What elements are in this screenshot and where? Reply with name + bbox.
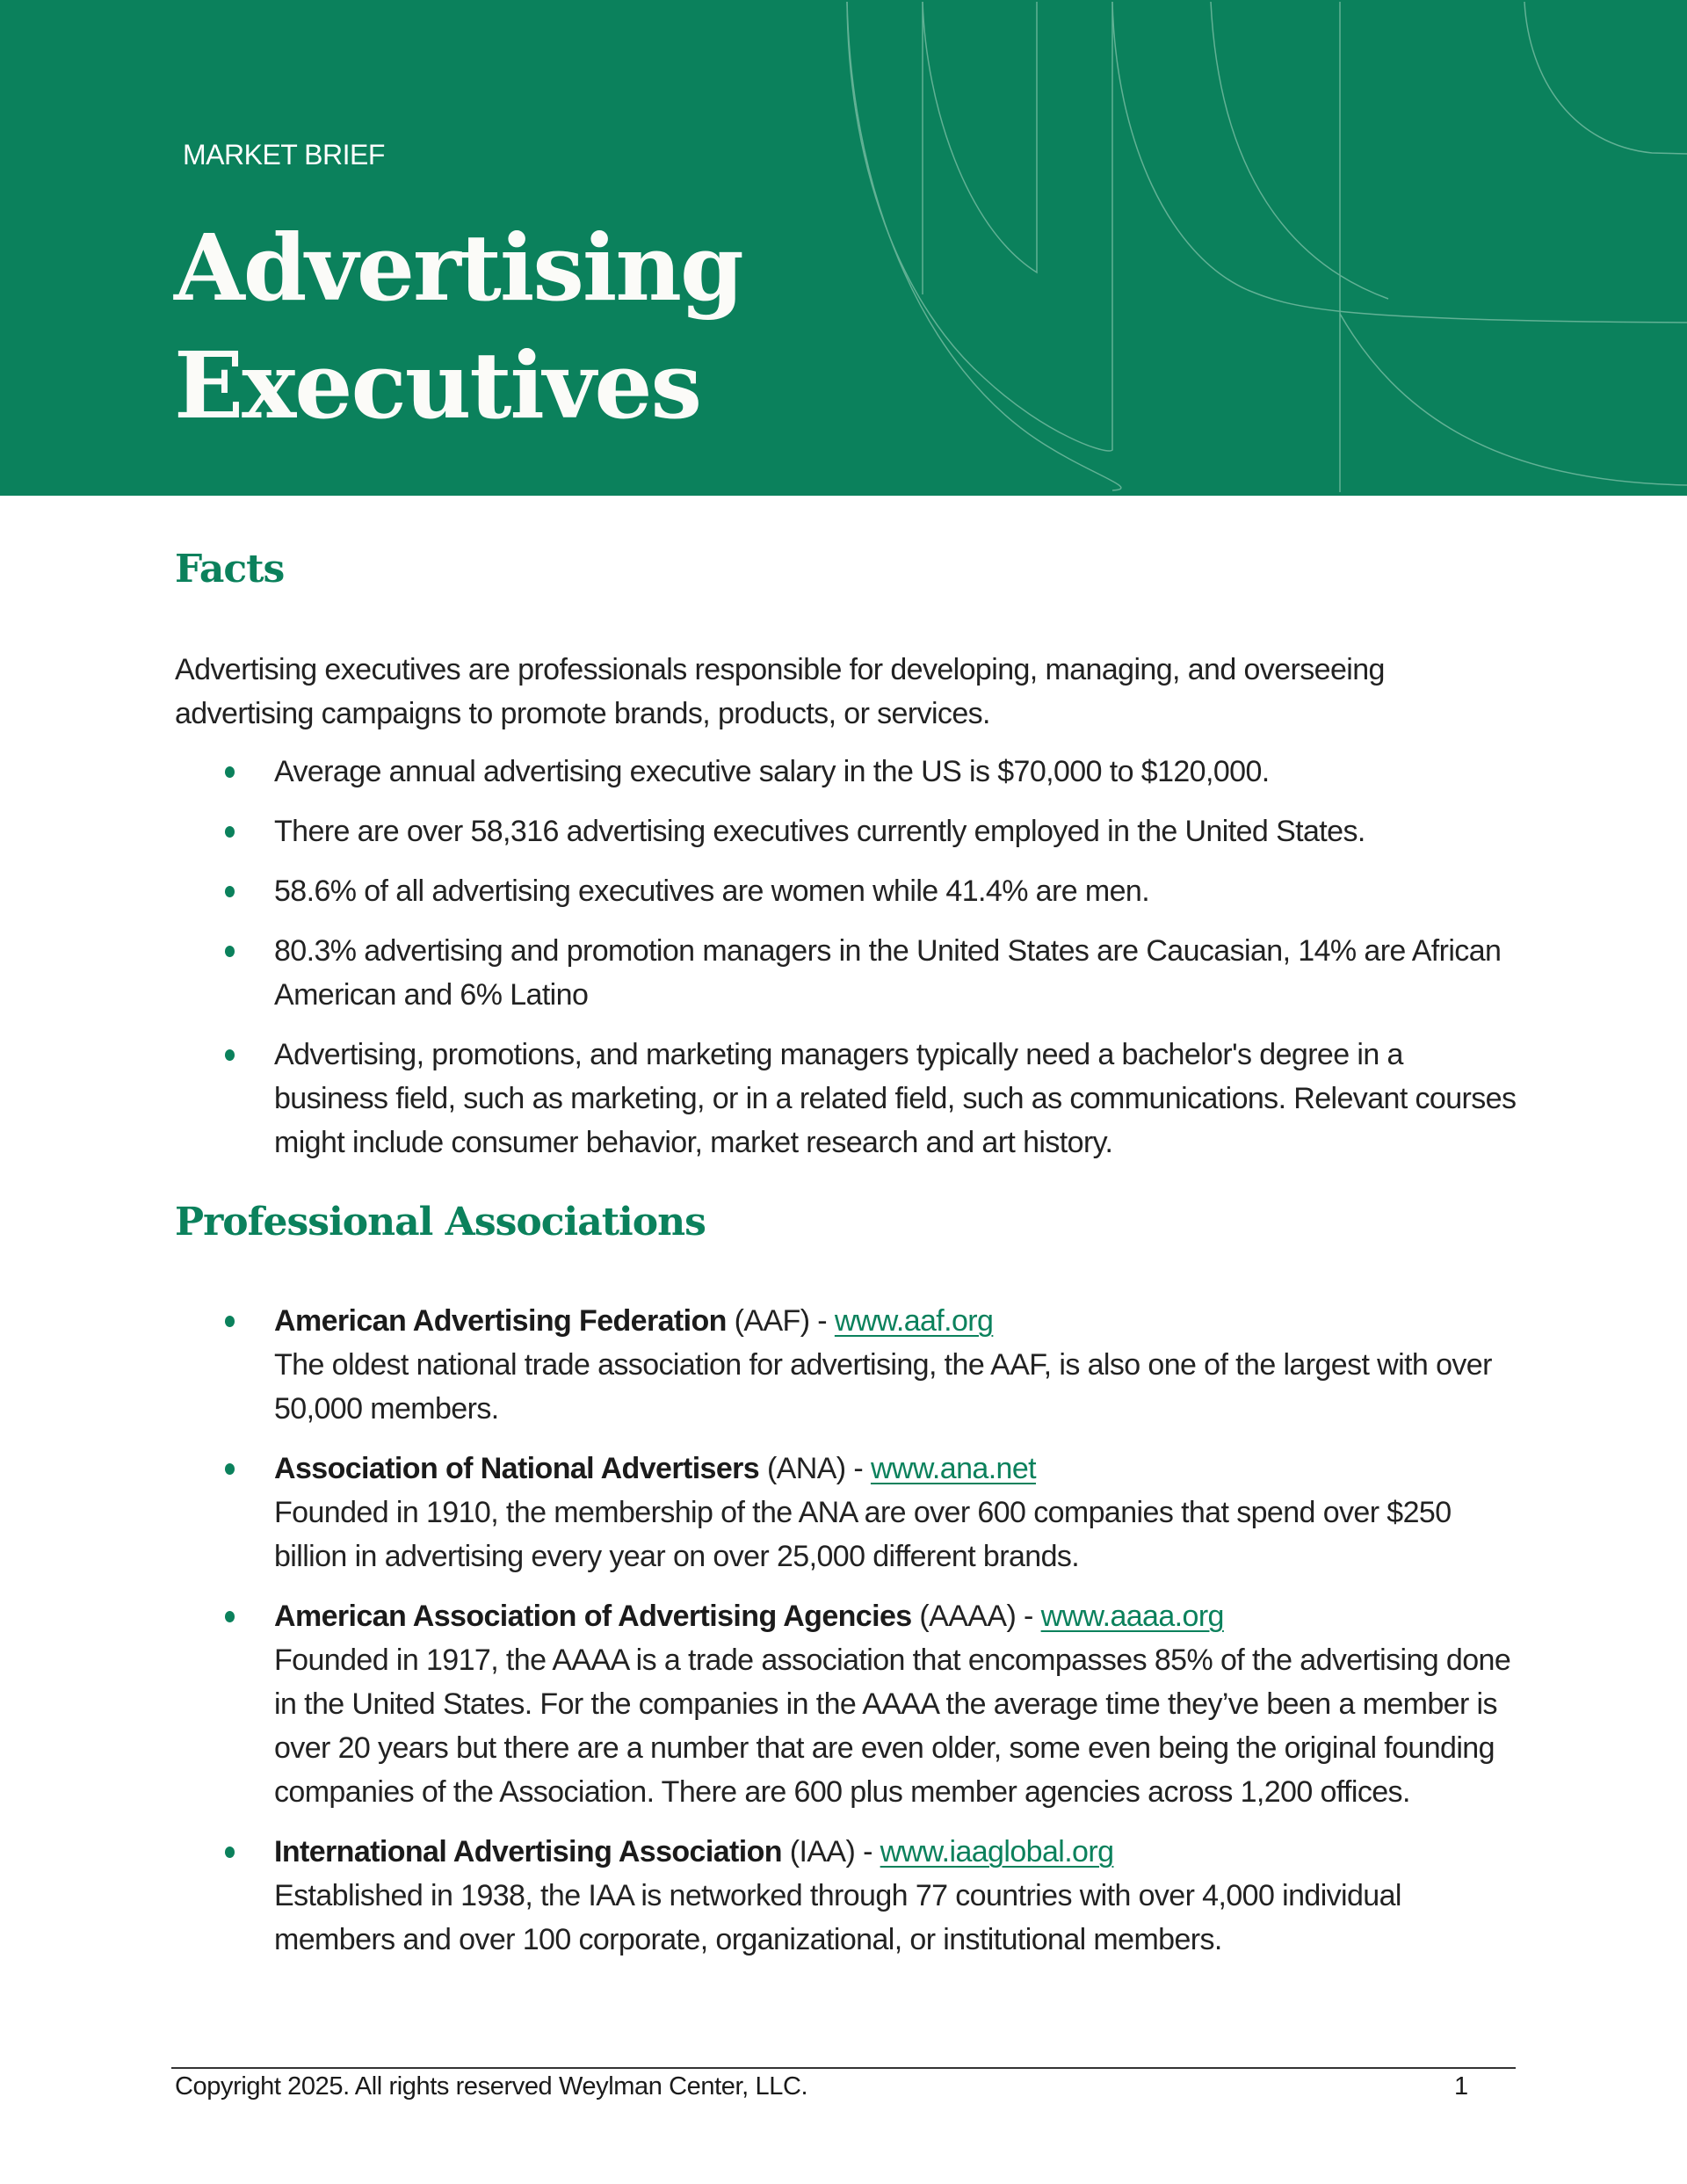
document-type-label: MARKET BRIEF <box>183 139 385 171</box>
bullet-icon <box>225 766 235 778</box>
bullet-icon <box>225 1847 235 1858</box>
association-name: American Advertising Federation <box>274 1304 727 1338</box>
main-content <box>175 527 1519 1977</box>
association-description: Founded in 1910, the membership of the ANA are over 600 companies that spend over $250 billion in advertising every year on over 25,000 different brands. <box>274 1496 1452 1573</box>
facts-list <box>175 750 1519 1165</box>
page-title <box>174 209 742 445</box>
associations-list <box>175 1299 1519 1962</box>
page-number: 1 <box>1454 2072 1469 2101</box>
association-item <box>175 1830 1519 1962</box>
association-name: International Advertising Association <box>274 1835 782 1868</box>
fact-text: 80.3% advertising and promotion managers in the United States are Caucasian, 14% are African American and 6% Latino <box>274 934 1502 1012</box>
facts-intro: Advertising executives are professionals responsible for developing, managing, and overseeing advertising campaigns to promote brands, products, or services. <box>175 653 1385 730</box>
fact-item <box>175 809 1519 853</box>
fact-text: 58.6% of all advertising executives are women while 41.4% are men. <box>274 874 1150 908</box>
bullet-icon <box>225 1049 235 1061</box>
associations-heading: Professional Associations <box>175 1200 706 1244</box>
fact-item <box>175 750 1519 794</box>
association-link-aaaa[interactable]: www.aaaa.org <box>1040 1600 1224 1633</box>
header-banner <box>0 0 1687 496</box>
facts-heading: Facts <box>175 547 285 591</box>
fact-item <box>175 1033 1519 1165</box>
association-description: Founded in 1917, the AAAA is a trade association that encompasses 85% of the advertising done in the United States. For the companies in the AAAA the average time they’ve been a member is over 20 years but there are a number that are even older, some even being the original founding companies of the Association. There are 600 plus member agencies across 1,200 offices. <box>274 1643 1511 1809</box>
bullet-icon <box>225 1463 235 1475</box>
association-item <box>175 1447 1519 1578</box>
footer-copyright: Copyright 2025. All rights reserved Weylman Center, LLC. <box>175 2072 808 2101</box>
association-description: Established in 1938, the IAA is networked through 77 countries with over 4,000 individual members and over 100 corporate, organizational, or institutional members. <box>274 1879 1401 1956</box>
association-name: American Association of Advertising Agencies <box>274 1600 912 1633</box>
fact-text: There are over 58,316 advertising executives currently employed in the United States. <box>274 815 1365 848</box>
bullet-icon <box>225 826 235 838</box>
bullet-icon <box>225 886 235 897</box>
fact-item <box>175 929 1519 1017</box>
association-abbr: (AAF) - <box>726 1304 835 1338</box>
fact-item <box>175 869 1519 913</box>
association-link-ana[interactable]: www.ana.net <box>870 1452 1037 1485</box>
footer-divider <box>171 2067 1516 2069</box>
fact-text: Advertising, promotions, and marketing managers typically need a bachelor's degree in a business field, such as marketing, or in a related field, such as communications. Relevant courses might include consumer behavior, market research and art history. <box>274 1038 1517 1159</box>
bullet-icon <box>225 1611 235 1622</box>
association-link-aaf[interactable]: www.aaf.org <box>834 1304 994 1338</box>
bullet-icon <box>225 1316 235 1327</box>
page-title-line-1: Advertising <box>174 214 742 322</box>
association-description: The oldest national trade association for advertising, the AAF, is also one of the largest with over 50,000 members. <box>274 1348 1492 1426</box>
association-item <box>175 1299 1519 1431</box>
page-title-line-2: Executives <box>174 331 701 439</box>
association-abbr: (AAAA) - <box>911 1600 1041 1633</box>
association-link-iaa[interactable]: www.iaaglobal.org <box>880 1835 1114 1868</box>
association-item <box>175 1594 1519 1814</box>
association-name: Association of National Advertisers <box>274 1452 760 1485</box>
bullet-icon <box>225 946 235 957</box>
association-abbr: (ANA) - <box>759 1452 871 1485</box>
fact-text: Average annual advertising executive salary in the US is $70,000 to $120,000. <box>274 755 1270 788</box>
association-abbr: (IAA) - <box>781 1835 880 1868</box>
